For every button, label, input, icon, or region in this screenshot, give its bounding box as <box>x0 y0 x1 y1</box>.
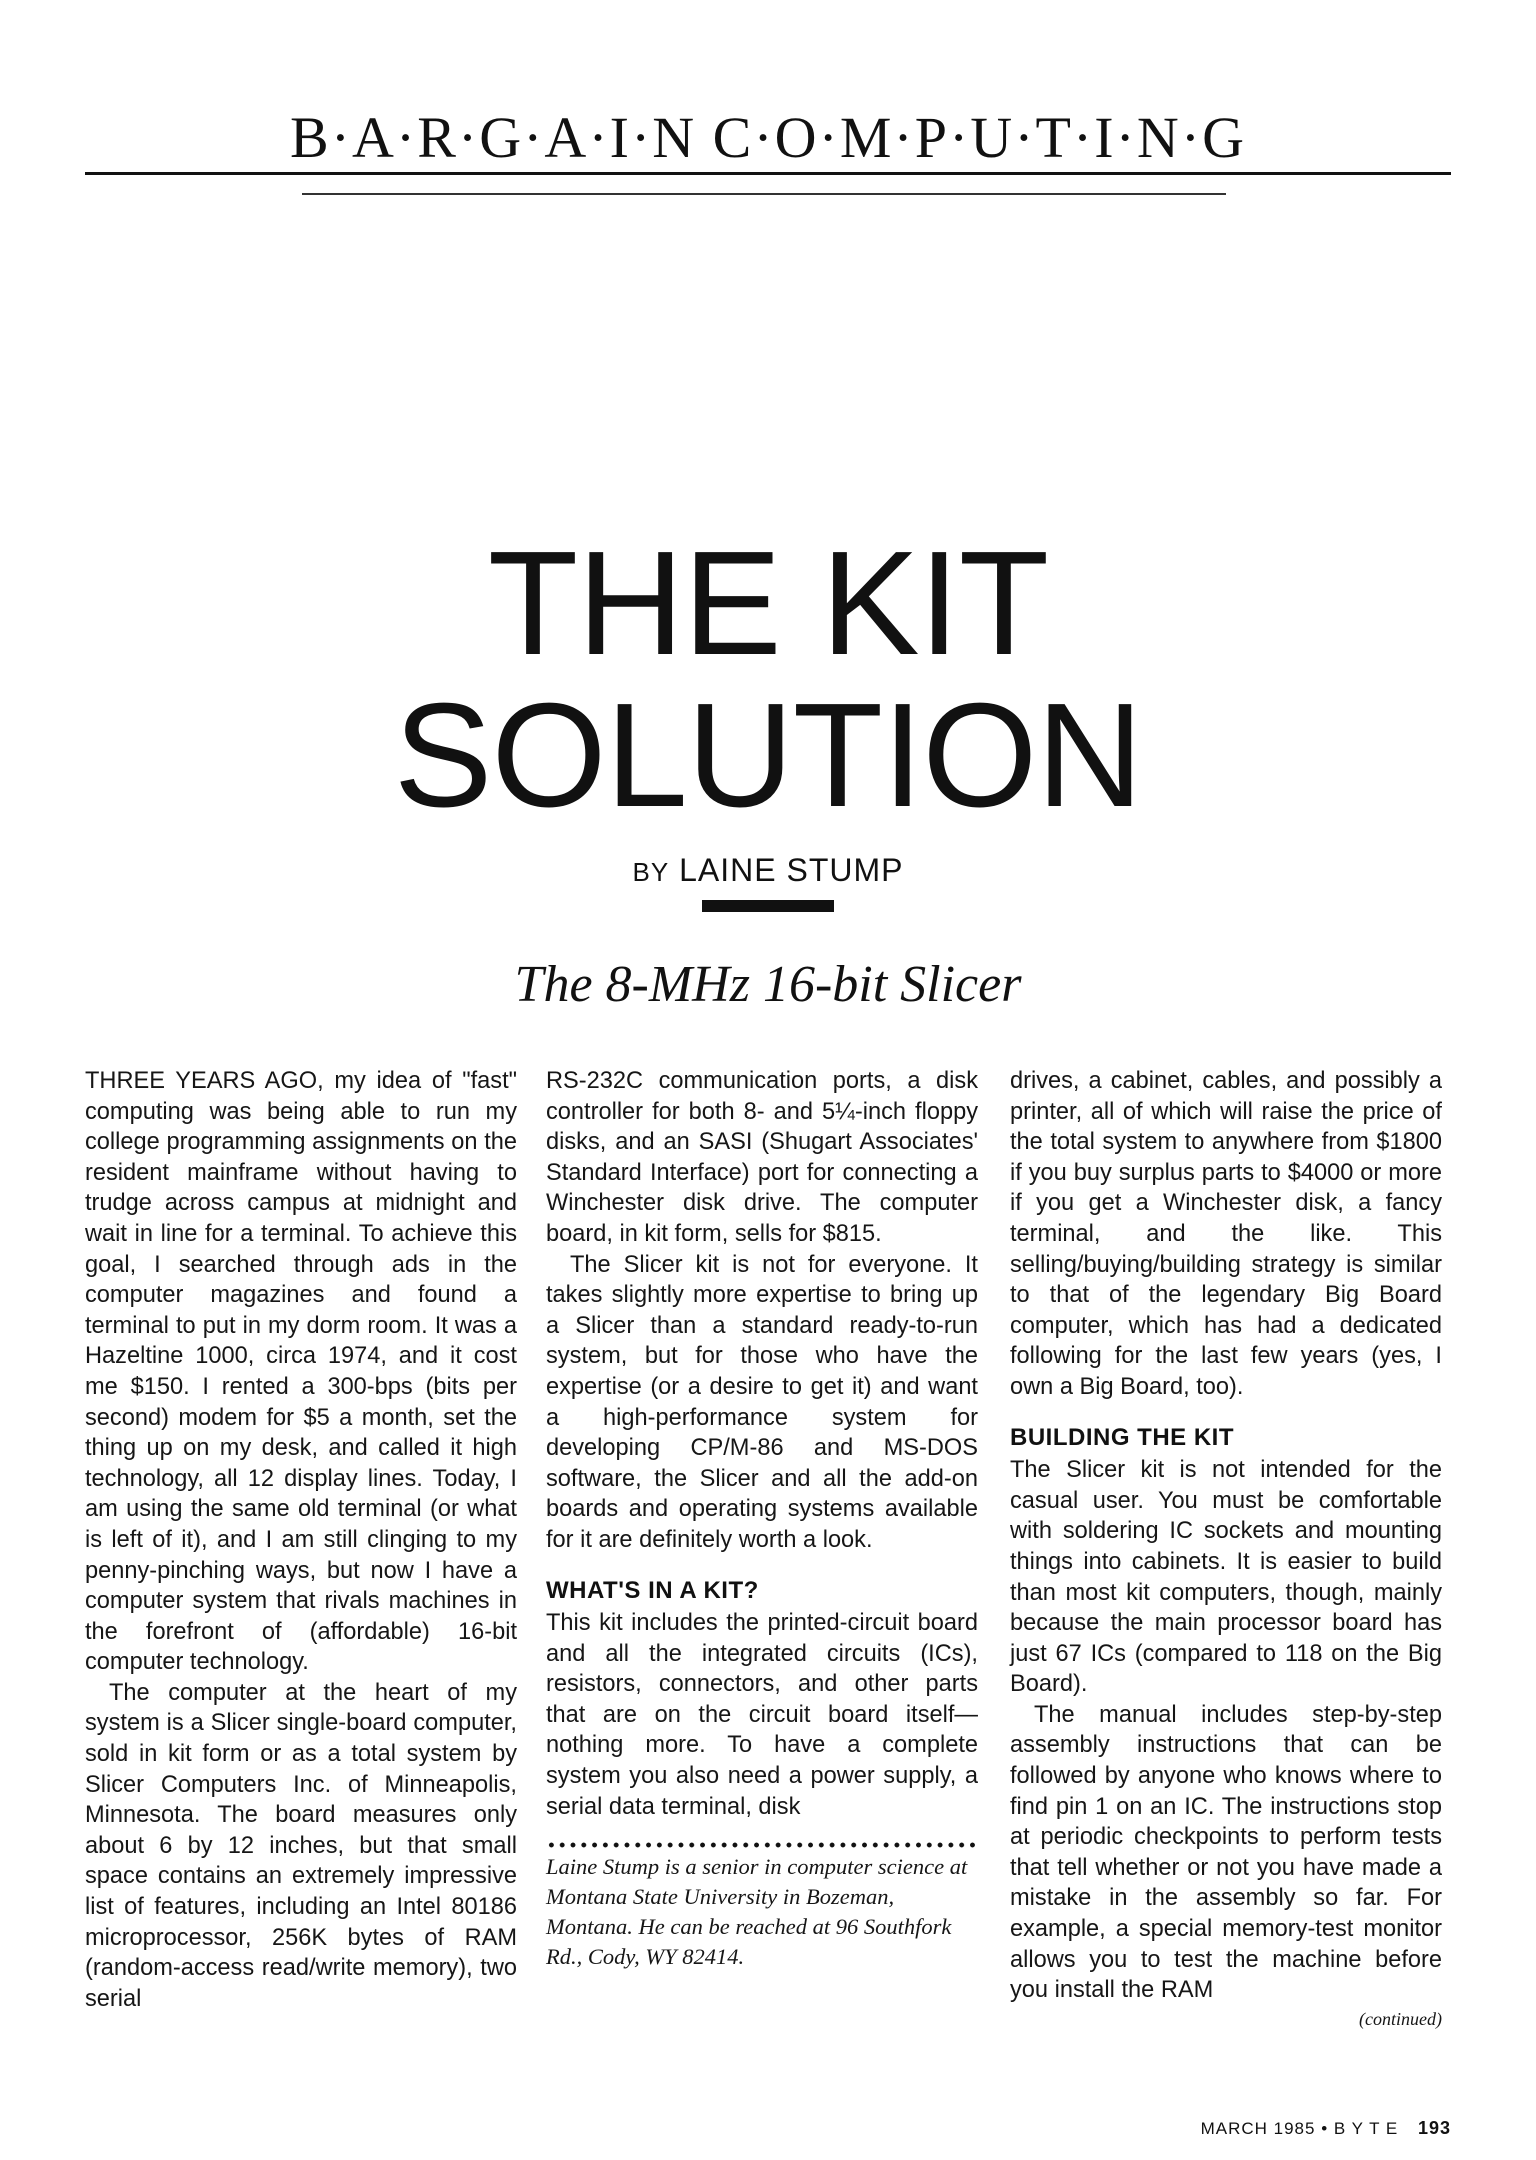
section-heading-building-the-kit: BUILDING THE KIT <box>1010 1423 1234 1451</box>
continued-note: (continued) <box>1359 2008 1442 2029</box>
article-title <box>0 521 1536 838</box>
section-heading-whats-in-a-kit: WHAT'S IN A KIT? <box>546 1576 759 1604</box>
page-footer <box>1201 2118 1451 2139</box>
paragraph: THREE YEARS AGO, my idea of "fast" computing was being able to run my college programming assignments on the resident mainframe without having to trudge across campus at midnight and wait in line for a terminal. To achieve this goal, I searched through ads in the computer magazines and found a terminal to put in my dorm room. It was a Hazeltine 1000, circa 1974, and it cost me $150. I rented a 300-bps (bits per second) modem for $5 a month, set the thing up on my desk, and called it high technology, all 12 display lines. Today, I am using the same old terminal (or what is left of it), and I am still clinging to my penny-pinching ways, but now I have a computer system that rivals machines in the forefront of (affordable) 16-bit computer technology. <box>85 1068 517 1676</box>
author-name: LAINE STUMP <box>679 852 904 888</box>
header-rule-thin <box>302 193 1226 195</box>
author-bio: Laine Stump is a senior in computer science at Montana State University in Bozeman, Montana. He can be reached at 96 Southfork Rd., Cody, WY 82414. <box>546 1854 968 1970</box>
column-3 <box>1010 1066 1442 2032</box>
byline-bar <box>702 900 834 912</box>
dotted-separator <box>546 1842 978 1848</box>
paragraph: The Slicer kit is not for everyone. It takes slightly more expertise to bring up a Slicer than a standard ready-to-run system, but for those who have the expertise (or a desire to get it) and want a high-performance system for developing CP/M-86 and MS-DOS software, the Slicer and all the add-on boards and operating systems available for it are definitely worth a look. <box>546 1251 978 1553</box>
paragraph: The computer at the heart of my system is a Slicer single-board computer, sold in kit form or as a total system by Slicer Computers Inc. of Minneapolis, Minnesota. The board measures only about 6 by 12 inches, but that small space contains an extremely impressive list of features, including an Intel 80186 microprocessor, 256K bytes of RAM (random-access read/write memory), two serial <box>85 1679 517 2012</box>
section-header: B·A·R·G·A·I·N C·O·M·P·U·T·I·N·G <box>290 105 1246 170</box>
byline-prefix: BY <box>632 857 670 887</box>
title-line-1: THE KIT <box>487 521 1049 686</box>
column-2 <box>546 1066 978 1972</box>
paragraph: This kit includes the printed-circuit board and all the integrated circuits (ICs), resistors, connectors, and other parts that are on the circuit board itself—nothing more. To have a complete system you also need a power supply, a serial data terminal, disk <box>546 1610 978 1820</box>
paragraph: The manual includes step-by-step assembly instructions that can be followed by anyone who knows where to find pin 1 on an IC. The instructions stop at periodic checkpoints to perform tests that tell whether or not you have made a mistake in the assembly so far. For example, a special memory-test monitor allows you to test the machine before you install the RAM <box>1010 1701 1442 2004</box>
article-subtitle: The 8-MHz 16-bit Slicer <box>514 956 1022 1013</box>
paragraph: RS-232C communication ports, a disk controller for both 8- and 5¼-inch floppy disks, and an SASI (Shugart Associates' Standard Interface) port for connecting a Winchester disk drive. The computer board, in kit form, sells for $815. <box>546 1068 978 1247</box>
paragraph: The Slicer kit is not intended for the casual user. You must be comfortable with soldering IC sockets and mounting things into cabinets. It is easier to build than most kit computers, though, mainly because the main processor board has just 67 ICs (compared to 118 on the Big Board). <box>1010 1457 1442 1698</box>
page-number: 193 <box>1417 2118 1451 2138</box>
paragraph: drives, a cabinet, cables, and possibly a printer, all of which will raise the price of the total system to anywhere from $1800 if you buy surplus parts to $4000 or more if you get a Winchester disk, a fancy terminal, and the like. This selling/buying/building strategy is similar to that of the legendary Big Board computer, which has had a dedicated following for the last few years (yes, I own a Big Board, too). <box>1010 1068 1442 1400</box>
byline <box>0 852 1536 889</box>
column-1 <box>85 1066 517 2014</box>
title-line-2: SOLUTION <box>393 673 1143 838</box>
header-rule-thick <box>85 172 1451 175</box>
issue-info: MARCH 1985 • B Y T E <box>1200 2119 1399 2138</box>
